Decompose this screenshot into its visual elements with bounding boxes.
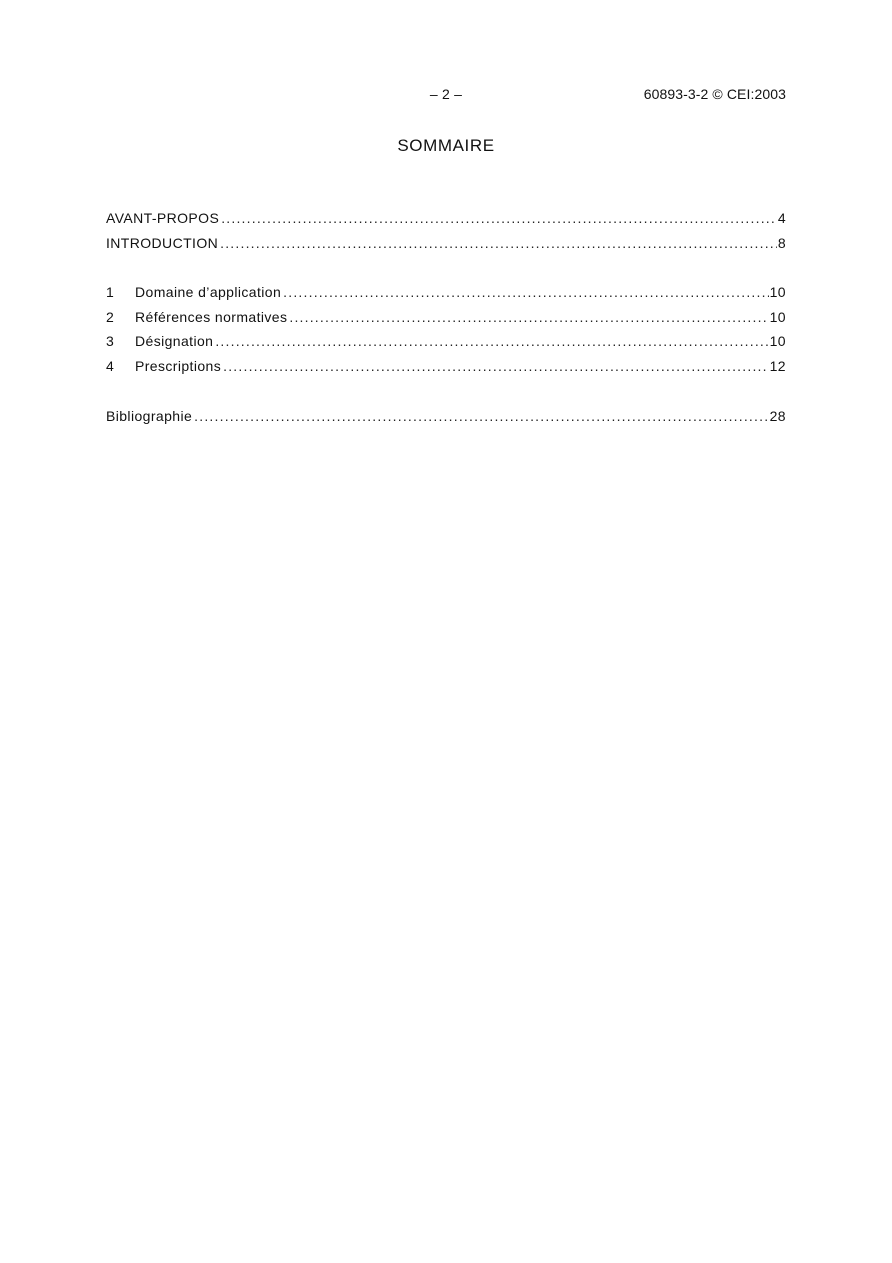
toc-entry-introduction[interactable]: [106, 235, 786, 260]
toc-entry-designation[interactable]: [106, 333, 786, 358]
toc-title: SOMMAIRE: [397, 136, 495, 155]
toc-entry-page: 12: [769, 358, 786, 375]
toc-entry-label: Domaine d’application: [135, 284, 282, 301]
toc-entry-label: Prescriptions: [135, 358, 222, 375]
toc-dot-leader: [221, 210, 777, 226]
toc-entry-label: AVANT-PROPOS: [106, 210, 220, 226]
toc-dot-leader: [215, 333, 768, 349]
toc-entry-number: 1: [106, 284, 115, 301]
toc-entry-number: 3: [106, 333, 115, 350]
toc-dot-leader: [220, 235, 777, 251]
toc-entry-page: 28: [769, 407, 786, 424]
toc-entry-page: 4: [777, 210, 786, 226]
toc-entry-label: Références normatives: [135, 308, 288, 325]
toc-entry-bibliographie[interactable]: [106, 408, 786, 433]
toc-entry-label: Bibliographie: [106, 407, 193, 424]
toc-spacer: [106, 259, 786, 284]
toc-dot-leader: [289, 309, 768, 325]
toc-dot-leader: [223, 358, 769, 374]
page-number: – 2 –: [429, 86, 463, 102]
table-of-contents: [106, 210, 786, 432]
toc-entry-label: INTRODUCTION: [106, 234, 219, 251]
toc-entry-number: 2: [106, 308, 115, 325]
toc-entry-domaine-application[interactable]: [106, 284, 786, 309]
toc-entry-page: 8: [777, 234, 786, 251]
toc-dot-leader: [283, 284, 768, 300]
toc-entry-prescriptions[interactable]: [106, 358, 786, 383]
toc-entry-label: Désignation: [135, 333, 214, 350]
toc-spacer: [106, 383, 786, 408]
toc-entry-references-normatives[interactable]: [106, 309, 786, 334]
toc-entry-page: 10: [769, 333, 786, 350]
toc-entry-avant-propos[interactable]: [106, 210, 786, 235]
toc-dot-leader: [194, 408, 768, 424]
toc-entry-page: 10: [769, 308, 786, 325]
toc-entry-number: 4: [106, 358, 115, 375]
toc-entry-page: 10: [769, 284, 786, 301]
document-reference: 60893-3-2 © CEI:2003: [643, 86, 786, 102]
